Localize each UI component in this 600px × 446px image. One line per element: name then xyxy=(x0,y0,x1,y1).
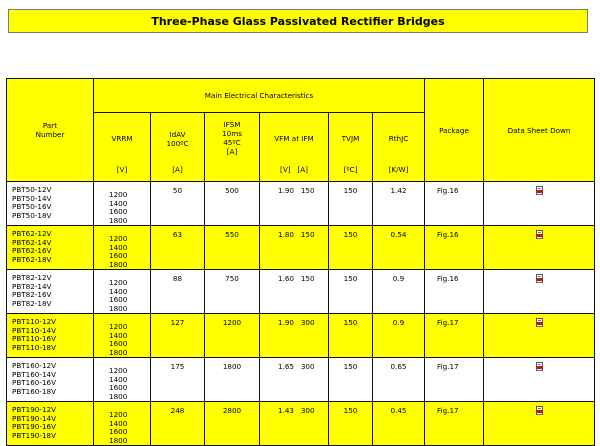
part-number: PBT62-14V xyxy=(12,237,52,247)
rthjc-cell xyxy=(373,402,425,446)
package-value: Fig.16 xyxy=(437,186,459,195)
page-title-box xyxy=(8,9,588,33)
part-number: PBT82-18V xyxy=(12,298,52,308)
part-number: PBT82-12V xyxy=(12,273,52,282)
part-numbers-cell xyxy=(7,270,94,314)
part-number-header-line1: Part xyxy=(42,121,58,130)
part-number: PBT110-18V xyxy=(12,342,57,352)
part-numbers-cell xyxy=(7,314,94,358)
vrrm-value: 1800 xyxy=(109,303,128,313)
ifsm-header xyxy=(205,113,260,182)
idav-label: IdAV xyxy=(169,130,186,139)
ifsm-value: 750 xyxy=(225,274,239,283)
vrrm-value: 1400 xyxy=(109,330,128,340)
idav-value: 248 xyxy=(170,406,185,415)
part-number: PBT160-18V xyxy=(12,386,57,396)
vrrm-value: 1800 xyxy=(109,215,128,225)
package-cell xyxy=(425,270,484,314)
tvjm-value: 150 xyxy=(343,362,358,371)
ifsm-temp: 45ºC xyxy=(223,138,241,147)
vrrm-value: 1400 xyxy=(109,286,128,296)
idav-value: 50 xyxy=(172,186,183,195)
ifsm-value: 1800 xyxy=(222,362,242,371)
part-number: PBT62-16V xyxy=(12,246,52,255)
vrrm-cell xyxy=(94,270,151,314)
idav-cell xyxy=(151,182,205,226)
vfm-value: 1.90 300 xyxy=(278,318,315,327)
vfm-unit: [V] [A] xyxy=(280,165,308,174)
tvjm-value: 150 xyxy=(343,186,358,195)
ifsm-cell xyxy=(205,314,260,358)
vfm-cell xyxy=(260,402,329,446)
tvjm-cell xyxy=(329,226,373,270)
idav-value: 127 xyxy=(170,318,185,327)
vrrm-value: 1800 xyxy=(109,347,128,357)
part-number: PBT50-12V xyxy=(12,185,52,194)
idav-header xyxy=(151,113,205,182)
table-body xyxy=(7,182,595,446)
vrrm-value: 1600 xyxy=(109,339,128,348)
rthjc-cell xyxy=(373,270,425,314)
pdf-document-icon[interactable] xyxy=(535,186,544,196)
vrrm-value: 1600 xyxy=(109,383,128,392)
ifsm-unit: [A] xyxy=(226,147,238,156)
idav-temp: 100ºC xyxy=(166,139,189,148)
pdf-document-icon[interactable] xyxy=(535,318,544,328)
vrrm-value: 1800 xyxy=(109,391,128,401)
part-numbers-cell xyxy=(7,182,94,226)
idav-value: 63 xyxy=(172,230,183,239)
datasheet-cell xyxy=(484,182,595,226)
ifsm-cell xyxy=(205,182,260,226)
ifsm-cell xyxy=(205,226,260,270)
tvjm-header xyxy=(329,113,373,182)
idav-cell xyxy=(151,270,205,314)
package-value: Fig.16 xyxy=(437,230,459,239)
table-row xyxy=(7,314,595,358)
ifsm-value: 2800 xyxy=(222,406,242,415)
datasheet-cell xyxy=(484,358,595,402)
vrrm-value: 1200 xyxy=(109,190,128,199)
vrrm-unit: [V] xyxy=(116,165,128,174)
ifsm-cell xyxy=(205,358,260,402)
vfm-value: 1.90 150 xyxy=(278,186,315,195)
part-number: PBT190-16V xyxy=(12,422,57,431)
datasheet-label: Data Sheet Down xyxy=(507,125,571,135)
part-number: PBT110-16V xyxy=(12,334,57,343)
vfm-value: 1.60 150 xyxy=(278,274,315,283)
vrrm-header xyxy=(94,113,151,182)
ifsm-value: 550 xyxy=(225,230,239,239)
idav-value: 88 xyxy=(172,274,183,283)
vfm-label: VFM at IFM xyxy=(274,134,314,143)
rthjc-value: 1.42 xyxy=(390,186,407,195)
part-number: PBT82-16V xyxy=(12,290,52,299)
vfm-header xyxy=(260,113,329,182)
datasheet-cell xyxy=(484,314,595,358)
rthjc-value: 0.9 xyxy=(392,274,405,283)
idav-cell xyxy=(151,358,205,402)
table-row xyxy=(7,270,595,314)
rthjc-cell xyxy=(373,182,425,226)
part-number: PBT190-18V xyxy=(12,430,57,440)
part-number: PBT190-12V xyxy=(12,405,57,414)
vrrm-value: 1400 xyxy=(109,242,128,252)
part-numbers-cell xyxy=(7,402,94,446)
main-electrical-label: Main Electrical Characteristics xyxy=(204,91,314,100)
table-row xyxy=(7,226,595,270)
vrrm-value: 1200 xyxy=(109,410,128,419)
idav-unit: [A] xyxy=(172,165,183,174)
part-number: PBT82-14V xyxy=(12,281,52,291)
ifsm-cell xyxy=(205,270,260,314)
package-value: Fig.16 xyxy=(437,274,459,283)
tvjm-value: 150 xyxy=(343,230,358,239)
vfm-cell xyxy=(260,358,329,402)
vfm-cell xyxy=(260,270,329,314)
vfm-value: 1.80 150 xyxy=(278,230,315,239)
rthjc-value: 0.9 xyxy=(392,318,405,327)
table-row xyxy=(7,358,595,402)
vrrm-value: 1200 xyxy=(109,234,128,243)
vrrm-value: 1200 xyxy=(109,322,128,331)
vrrm-value: 1600 xyxy=(109,295,128,304)
part-number-header xyxy=(7,79,94,182)
vrrm-value: 1800 xyxy=(109,435,128,445)
idav-value: 175 xyxy=(170,362,185,371)
vrrm-cell xyxy=(94,182,151,226)
part-number: PBT110-12V xyxy=(12,317,57,326)
part-numbers-cell xyxy=(7,358,94,402)
part-number: PBT190-14V xyxy=(12,413,57,423)
part-number: PBT62-12V xyxy=(12,229,52,238)
vrrm-value: 1800 xyxy=(109,259,128,269)
table-row xyxy=(7,402,595,446)
vfm-cell xyxy=(260,182,329,226)
tvjm-cell xyxy=(329,314,373,358)
part-number: PBT160-12V xyxy=(12,361,57,370)
part-number: PBT50-16V xyxy=(12,202,52,211)
pdf-document-icon[interactable] xyxy=(535,274,544,284)
tvjm-label: TVJM xyxy=(341,134,360,143)
ifsm-label: IFSM xyxy=(223,120,241,129)
vrrm-value: 1200 xyxy=(109,366,128,375)
package-value: Fig.17 xyxy=(437,362,459,371)
package-cell xyxy=(425,226,484,270)
vfm-value: 1.65 300 xyxy=(278,362,315,371)
vrrm-value: 1400 xyxy=(109,418,128,428)
vrrm-value: 1200 xyxy=(109,278,128,287)
vfm-cell xyxy=(260,314,329,358)
rthjc-cell xyxy=(373,226,425,270)
tvjm-value: 150 xyxy=(343,274,358,283)
package-value: Fig.17 xyxy=(437,318,459,327)
vrrm-value: 1600 xyxy=(109,207,128,216)
idav-cell xyxy=(151,314,205,358)
part-number: PBT50-14V xyxy=(12,193,52,203)
vrrm-value: 1400 xyxy=(109,374,128,384)
package-value: Fig.17 xyxy=(437,406,459,415)
vrrm-value: 1600 xyxy=(109,251,128,260)
vrrm-cell xyxy=(94,314,151,358)
rectifier-table xyxy=(6,78,595,446)
part-number: PBT110-14V xyxy=(12,325,57,335)
rthjc-cell xyxy=(373,358,425,402)
tvjm-value: 150 xyxy=(343,318,358,327)
tvjm-cell xyxy=(329,402,373,446)
vrrm-value: 1400 xyxy=(109,198,128,208)
rthjc-unit: [K/W] xyxy=(388,165,409,174)
vfm-cell xyxy=(260,226,329,270)
rthjc-value: 0.54 xyxy=(390,230,407,239)
tvjm-cell xyxy=(329,270,373,314)
idav-cell xyxy=(151,402,205,446)
vfm-value: 1.43 300 xyxy=(278,406,315,415)
package-cell xyxy=(425,402,484,446)
ifsm-time: 10ms xyxy=(222,129,242,138)
vrrm-value: 1600 xyxy=(109,427,128,436)
ifsm-value: 1200 xyxy=(222,318,242,327)
package-cell xyxy=(425,182,484,226)
rthjc-header xyxy=(373,113,425,182)
rthjc-cell xyxy=(373,314,425,358)
datasheet-cell xyxy=(484,402,595,446)
tvjm-cell xyxy=(329,182,373,226)
tvjm-unit: [ºC] xyxy=(343,165,358,174)
part-number: PBT160-16V xyxy=(12,378,57,387)
package-header xyxy=(425,79,484,182)
ifsm-cell xyxy=(205,402,260,446)
datasheet-header xyxy=(484,79,595,182)
tvjm-cell xyxy=(329,358,373,402)
package-cell xyxy=(425,314,484,358)
pdf-document-icon[interactable] xyxy=(535,230,544,240)
part-number: PBT160-14V xyxy=(12,369,57,379)
page-title: Three-Phase Glass Passivated Rectifier Bridges xyxy=(151,14,445,28)
package-label: Package xyxy=(439,125,469,135)
tvjm-value: 150 xyxy=(343,406,358,415)
table-row xyxy=(7,182,595,226)
datasheet-cell xyxy=(484,270,595,314)
vrrm-label: VRRM xyxy=(111,134,133,143)
pdf-document-icon[interactable] xyxy=(535,406,544,416)
part-number: PBT50-18V xyxy=(12,210,52,220)
vrrm-cell xyxy=(94,226,151,270)
main-electrical-header xyxy=(94,79,425,113)
rthjc-value: 0.45 xyxy=(390,406,407,415)
ifsm-value: 500 xyxy=(225,186,239,195)
vrrm-cell xyxy=(94,358,151,402)
rthjc-label: RthJC xyxy=(388,134,409,143)
part-numbers-cell xyxy=(7,226,94,270)
idav-cell xyxy=(151,226,205,270)
part-number: PBT62-18V xyxy=(12,254,52,264)
vrrm-cell xyxy=(94,402,151,446)
rthjc-value: 0.65 xyxy=(390,362,407,371)
datasheet-cell xyxy=(484,226,595,270)
part-number-header-line2: Number xyxy=(35,130,65,139)
pdf-document-icon[interactable] xyxy=(535,362,544,372)
package-cell xyxy=(425,358,484,402)
